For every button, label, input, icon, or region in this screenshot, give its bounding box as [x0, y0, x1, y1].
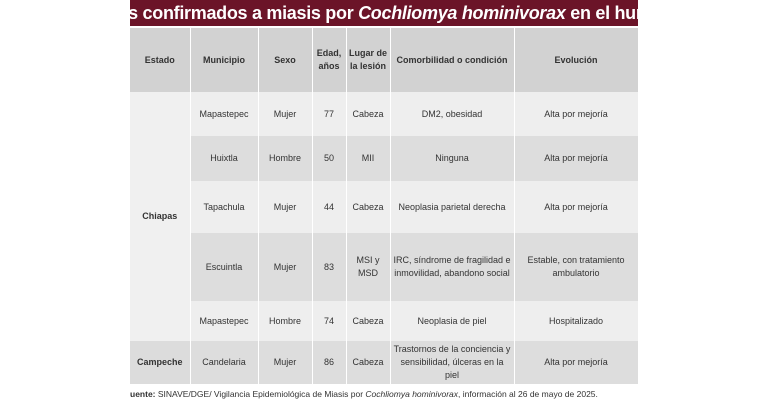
cell-municipio: Tapachula: [190, 181, 258, 233]
cell-sexo: Mujer: [258, 181, 312, 233]
title-suffix: en el humano: [565, 2, 683, 23]
source-species: Cochliomya hominivorax: [365, 389, 459, 399]
cell-edad: 83: [312, 233, 346, 301]
cell-lugar: MSI y MSD: [346, 233, 390, 301]
cell-edad: 50: [312, 136, 346, 181]
header-lugar: Lugar de la lesión: [346, 28, 390, 92]
cases-table: [130, 28, 639, 384]
cell-sexo: Mujer: [258, 341, 312, 384]
table-row: [130, 92, 638, 136]
cell-edad: 77: [312, 92, 346, 136]
header-sexo: Sexo: [258, 28, 312, 92]
table-row: [130, 233, 638, 301]
source-text-1: SINAVE/DGE/ Vigilancia Epidemiológica de Miasis por: [155, 389, 366, 399]
source-text-2: , información al 26 de mayo de 2025.: [458, 389, 598, 399]
cell-comorbilidad: DM2, obesidad: [390, 92, 514, 136]
header-evolucion: Evolución: [514, 28, 638, 92]
cell-municipio: Candelaria: [190, 341, 258, 384]
cell-lugar: Cabeza: [346, 301, 390, 341]
cell-lugar: Cabeza: [346, 92, 390, 136]
cell-lugar: Cabeza: [346, 181, 390, 233]
cell-sexo: Mujer: [258, 92, 312, 136]
cell-sexo: Hombre: [258, 136, 312, 181]
cell-evolucion: Alta por mejoría: [514, 181, 638, 233]
cell-lugar: MII: [346, 136, 390, 181]
cell-comorbilidad: Neoplasia de piel: [390, 301, 514, 341]
cell-evolucion: Estable, con tratamiento ambulatorio: [514, 233, 638, 301]
cell-edad: 44: [312, 181, 346, 233]
table-row: [130, 341, 638, 384]
title-species: Cochliomya hominivorax: [358, 2, 566, 23]
cell-sexo: Hombre: [258, 301, 312, 341]
table-row: [130, 136, 638, 181]
title-bar: [85, 0, 683, 26]
cell-edad: 74: [312, 301, 346, 341]
table-title: [85, 3, 682, 24]
table-row: [130, 301, 638, 341]
source-label: uente:: [130, 389, 156, 399]
state-cell-chiapas: Chiapas: [130, 92, 190, 341]
cell-comorbilidad: IRC, síndrome de fragilidad e inmovilidad, abandono social: [390, 233, 514, 301]
header-edad: Edad, años: [312, 28, 346, 92]
cell-evolucion: Alta por mejoría: [514, 92, 638, 136]
source-note: [130, 389, 598, 399]
cell-municipio: Escuintla: [190, 233, 258, 301]
cell-municipio: Mapastepec: [190, 92, 258, 136]
table-row: [130, 181, 638, 233]
cell-evolucion: Alta por mejoría: [514, 341, 638, 384]
cell-municipio: Huixtla: [190, 136, 258, 181]
cell-sexo: Mujer: [258, 233, 312, 301]
cell-comorbilidad: Ninguna: [390, 136, 514, 181]
header-estado: Estado: [130, 28, 190, 92]
cell-edad: 86: [312, 341, 346, 384]
cell-comorbilidad: Neoplasia parietal derecha: [390, 181, 514, 233]
header-comorbilidad: Comorbilidad o condición: [390, 28, 514, 92]
cell-municipio: Mapastepec: [190, 301, 258, 341]
header-row: [130, 28, 638, 92]
cell-evolucion: Hospitalizado: [514, 301, 638, 341]
state-cell-campeche: Campeche: [130, 341, 190, 384]
cell-comorbilidad: Trastornos de la conciencia y sensibilidad, úlceras en la piel: [390, 341, 514, 384]
cell-evolucion: Alta por mejoría: [514, 136, 638, 181]
header-municipio: Municipio: [190, 28, 258, 92]
cell-lugar: Cabeza: [346, 341, 390, 384]
title-prefix: Casos confirmados a miasis por: [85, 2, 359, 23]
